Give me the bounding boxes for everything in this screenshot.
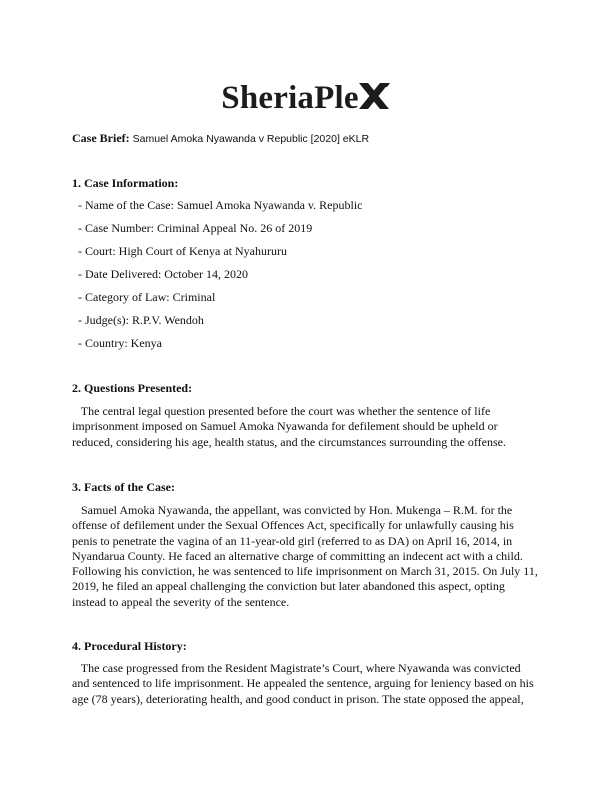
case-info-item: - Court: High Court of Kenya at Nyahururu — [78, 244, 287, 258]
paragraph-line: The central legal question presented before the court was whether the sentence of life — [72, 404, 491, 418]
section-heading-questions-presented: 2. Questions Presented: — [72, 381, 193, 395]
case-brief-line — [72, 131, 369, 146]
paragraph-line: reduced, considering his age, health status, and the circumstances surrounding the offense. — [72, 434, 506, 449]
case-info-item: - Judge(s): R.P.V. Wendoh — [78, 313, 204, 327]
paragraph-line: age (78 years), deteriorating health, and good conduct in prison. The state opposed the appeal, — [72, 691, 524, 706]
sheriaplex-logo — [0, 80, 612, 117]
paragraph-line: and sentenced to life imprisonment. He appealed the sentence, arguing for leniency based on his — [72, 676, 534, 691]
paragraph-line: 2019, he filed an appeal challenging the conviction but later abandoned this aspect, opting — [72, 579, 505, 594]
paragraph-line: imprisonment imposed on Samuel Amoka Nyawanda for defilement should be upheld or — [72, 419, 498, 434]
case-info-item: - Country: Kenya — [78, 336, 162, 350]
paragraph-line: Following his conviction, he was sentenced to life imprisonment on March 31, 2015. On July 11, — [72, 564, 538, 579]
case-brief-title: Samuel Amoka Nyawanda v Republic [2020] eKLR — [132, 133, 370, 145]
case-info-item: - Category of Law: Criminal — [78, 290, 216, 304]
logo-text: SheriaPle — [221, 80, 359, 116]
section-heading-case-information: 1. Case Information: — [72, 176, 179, 190]
procedural-paragraph — [72, 661, 542, 707]
paragraph-line: penis to penetrate the vagina of an 11-year-old girl (referred to as DA) on April 16, 2014, in — [72, 533, 513, 548]
facts-paragraph — [72, 503, 542, 610]
case-info-item: - Name of the Case: Samuel Amoka Nyawanda v. Republic — [78, 198, 363, 212]
paragraph-line: Nyandarua County. He faced an alternative charge of committing an indecent act with a child. — [72, 548, 523, 563]
paragraph-line: The case progressed from the Resident Magistrate’s Court, where Nyawanda was convicted — [72, 661, 521, 675]
paragraph-line: Samuel Amoka Nyawanda, the appellant, was convicted by Hon. Mukenga – R.M. for the — [72, 503, 513, 517]
logo-x-mark-icon — [357, 81, 391, 116]
paragraph-line: offense of defilement under the Sexual Offences Act, specifically for unlawfully causing his — [72, 518, 514, 533]
section-heading-procedural-history: 4. Procedural History: — [72, 639, 187, 653]
questions-paragraph — [72, 404, 542, 450]
case-info-item: - Date Delivered: October 14, 2020 — [78, 267, 248, 281]
case-info-item: - Case Number: Criminal Appeal No. 26 of 2019 — [78, 221, 313, 235]
section-heading-facts: 3. Facts of the Case: — [72, 480, 175, 494]
case-brief-label: Case Brief: — [72, 131, 130, 145]
paragraph-line: instead to appeal the severity of the sentence. — [72, 594, 290, 609]
